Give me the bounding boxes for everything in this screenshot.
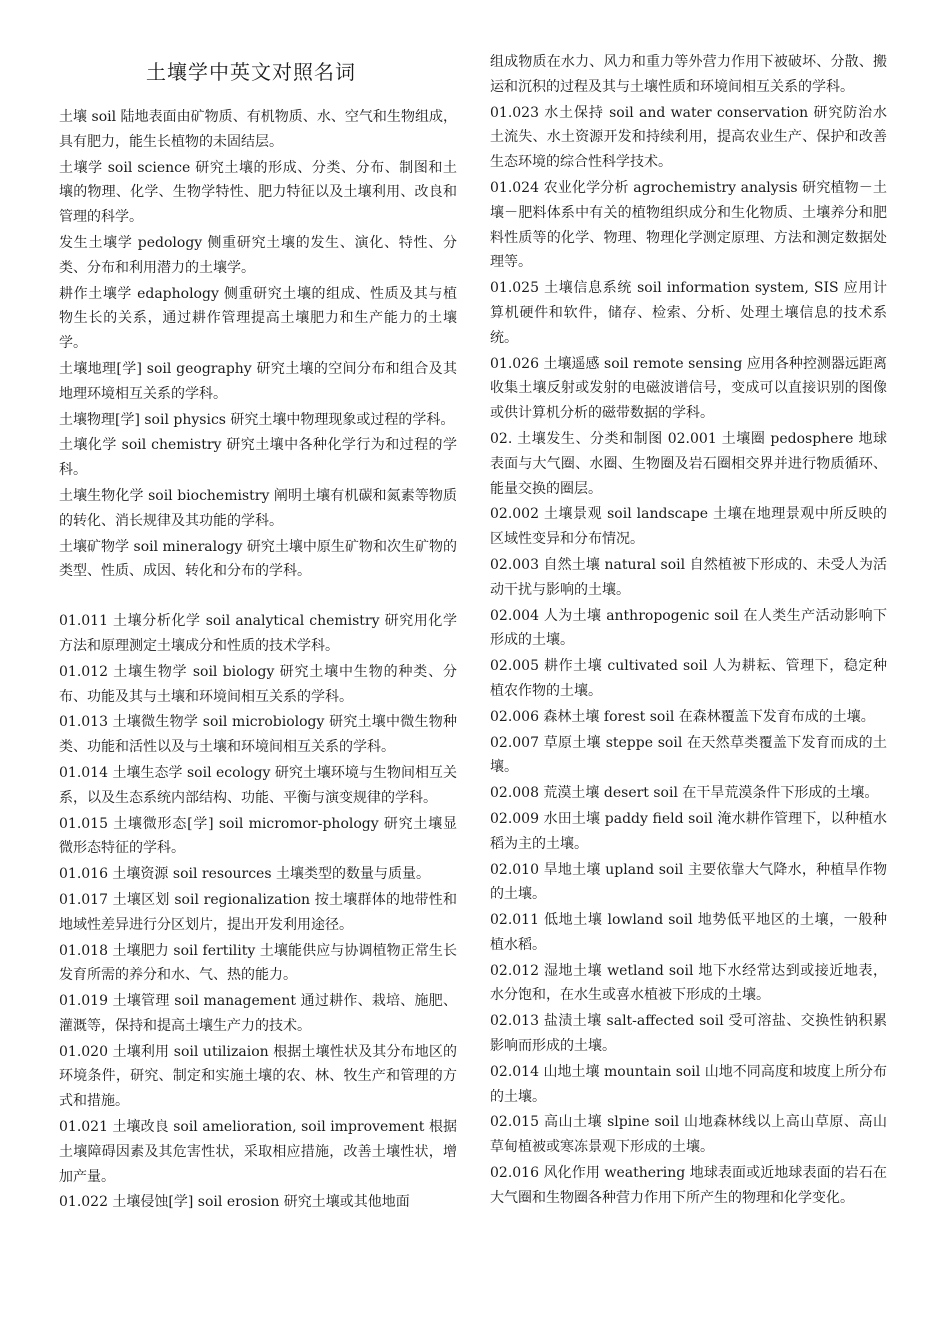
glossary-entry: 01.014 土壤生态学 soil ecology 研究土壤环境与生物间相互关系，以及生态系统内部结构、功能、平衡与演变规律的学科。 bbox=[59, 764, 457, 806]
glossary-entry: 02.004 人为土壤 anthropogenic soil 在人类生产活动影响下形成的土壤。 bbox=[490, 607, 887, 649]
glossary-entry: 01.019 土壤管理 soil management 通过耕作、栽培、施肥、灌溉等，保持和提高土壤生产力的技术。 bbox=[59, 993, 457, 1034]
glossary-entry: 02.013 盐渍土壤 salt-affected soil 受可溶盐、交换性钠积累影响而形成的土壤。 bbox=[490, 1013, 887, 1055]
glossary-entry: 土壤生物化学 soil biochemistry 阐明土壤有机碳和氮素等物质的转化、消长规律及其功能的学科。 bbox=[59, 487, 457, 529]
glossary-entry: 01.025 土壤信息系统 soil information system, SIS 应用计算机硬件和软件，储存、检索、分析、处理土壤信息的技术系统。 bbox=[490, 280, 887, 346]
glossary-entry: 02.009 水田土壤 paddy field soil 淹水耕作管理下，以种植水稻为主的土壤。 bbox=[490, 810, 887, 852]
left-column bbox=[59, 0, 457, 1216]
glossary-entry: 土壤物理[学] soil physics 研究土壤中物理现象或过程的学科。 bbox=[59, 411, 455, 428]
glossary-entry: 02.016 风化作用 weathering 地球表面或近地球表面的岩石在大气圈和生物圈各种营力作用下所产生的物理和化学变化。 bbox=[490, 1165, 887, 1206]
glossary-entry: 02.015 高山土壤 slpine soil 山地森林线以上高山草原、高山草甸植被或寒冻景观下形成的土壤。 bbox=[490, 1114, 887, 1156]
glossary-entry: 01.020 土壤利用 soil utilizaion 根据土壤性状及其分布地区的环境条件，研究、制定和实施土壤的农、林、牧生产和管理的方式和措施。 bbox=[59, 1043, 457, 1110]
right-entries bbox=[490, 50, 887, 1211]
glossary-entry: 02.012 湿地土壤 wetland soil 地下水经常达到或接近地表，水分饱和，在水生或喜水植被下形成的土壤。 bbox=[490, 962, 887, 1004]
glossary-entry: 01.018 土壤肥力 soil fertility 土壤能供应与协调植物正常生长发育所需的养分和水、气、热的能力。 bbox=[59, 942, 457, 984]
glossary-entry: 01.012 土壤生物学 soil biology 研究土壤中生物的种类、分布、功能及其与土壤和环境间相互关系的学科。 bbox=[59, 663, 457, 705]
glossary-entry: 02.006 森林土壤 forest soil 在森林覆盖下发育布成的土壤。 bbox=[490, 708, 875, 725]
glossary-entry: 01.013 土壤微生物学 soil microbiology 研究土壤中微生物种类、功能和活性以及与土壤和环境间相互关系的学科。 bbox=[59, 714, 457, 756]
glossary-entry: 02.011 低地土壤 lowland soil 地势低平地区的土壤，一般种植水稻。 bbox=[490, 912, 887, 953]
glossary-entry: 02.007 草原土壤 steppe soil 在天然草类覆盖下发育而成的土壤。 bbox=[490, 734, 887, 776]
glossary-entry: 土壤学 soil science 研究土壤的形成、分类、分布、制图和土壤的物理、化学、生物学特性、肥力特征以及土壤利用、改良和管理的科学。 bbox=[59, 159, 457, 226]
glossary-entry: 02.014 山地土壤 mountain soil 山地不同高度和坡度上所分布的土壤。 bbox=[490, 1063, 887, 1105]
left-top-entries bbox=[59, 105, 457, 584]
page-title: 土壤学中英文对照名词 bbox=[146, 60, 356, 84]
glossary-entry: 组成物质在水力、风力和重力等外营力作用下被破坏、分散、搬运和沉积的过程及其与土壤性质和环境间相互关系的学科。 bbox=[490, 54, 887, 95]
glossary-entry: 耕作土壤学 edaphology 侧重研究土壤的组成、性质及其与植物生长的关系，通过耕作管理提高土壤肥力和生产能力的土壤学。 bbox=[59, 285, 457, 352]
glossary-entry: 01.021 土壤改良 soil amelioration, soil improvement 根据土壤障碍因素及其危害性状，采取相应措施，改善土壤性状，增加产量。 bbox=[59, 1119, 457, 1185]
glossary-entry: 01.016 土壤资源 soil resources 土壤类型的数量与质量。 bbox=[59, 866, 430, 883]
glossary-entry: 02.002 土壤景观 soil landscape 土壤在地理景观中所反映的区域性变异和分布情况。 bbox=[490, 506, 887, 548]
glossary-entry: 01.017 土壤区划 soil regionalization 按土壤群体的地带性和地域性差异进行分区划片，提出开发利用途径。 bbox=[59, 891, 457, 933]
glossary-entry: 02.003 自然土壤 natural soil 自然植被下形成的、未受人为活动干扰与影响的土壤。 bbox=[490, 556, 887, 598]
glossary-entry: 01.026 土壤遥感 soil remote sensing 应用各种控测器远距离收集土壤反射或发射的电磁波谱信号，变成可以直接识别的图像或供计算机分析的磁带数据的学科。 bbox=[490, 355, 887, 422]
glossary-entry: 01.023 水土保持 soil and water conservation 研究防治水土流失、水土资源开发和持续利用，提高农业生产、保护和改善生态环境的综合性科学技术。 bbox=[490, 104, 887, 171]
glossary-entry: 01.022 土壤侵蚀[学] soil erosion 研究土壤或其他地面 bbox=[59, 1194, 410, 1211]
glossary-entry: 02.005 耕作土壤 cultivated soil 人为耕耘、管理下，稳定种植农作物的土壤。 bbox=[490, 658, 887, 699]
glossary-entry: 02.008 荒漠土壤 desert soil 在干旱荒漠条件下形成的土壤。 bbox=[490, 785, 879, 802]
glossary-entry: 02.010 旱地土壤 upland soil 主要依靠大气降水，种植旱作物的土壤。 bbox=[490, 861, 887, 903]
glossary-entry: 01.011 土壤分析化学 soil analytical chemistry 研究用化学方法和原理测定土壤成分和性质的技术学科。 bbox=[59, 613, 457, 654]
left-bottom-entries bbox=[59, 609, 457, 1215]
glossary-entry: 土壤矿物学 soil mineralogy 研究土壤中原生矿物和次生矿物的类型、性质、成因、转化和分布的学科。 bbox=[59, 538, 457, 580]
glossary-entry: 02. 土壤发生、分类和制图 02.001 土壤圈 pedosphere 地球表面与大气圈、水圈、生物圈及岩石圈相交界并进行物质循环、能量交换的圈层。 bbox=[490, 430, 887, 497]
glossary-entry: 01.015 土壤微形态[学] soil micromor-phology 研究土壤显微形态特征的学科。 bbox=[59, 815, 457, 857]
glossary-entry: 01.024 农业化学分析 agrochemistry analysis 研究植物－土壤－肥料体系中有关的植物组织成分和生化物质、土壤养分和肥料性质等的化学、物理、物理化学测定原理、方法和测定数据处理等。 bbox=[490, 179, 887, 271]
glossary-entry: 土壤化学 soil chemistry 研究土壤中各种化学行为和过程的学科。 bbox=[59, 437, 457, 479]
glossary-entry: 土壤地理[学] soil geography 研究土壤的空间分布和组合及其地理环境相互关系的学科。 bbox=[59, 360, 457, 402]
section-gap bbox=[59, 585, 457, 609]
glossary-entry: 土壤 soil 陆地表面由矿物质、有机物质、水、空气和生物组成，具有肥力，能生长植物的未固结层。 bbox=[59, 109, 457, 150]
glossary-entry: 发生土壤学 pedology 侧重研究土壤的发生、演化、特性、分类、分布和利用潜力的土壤学。 bbox=[59, 234, 457, 276]
right-column bbox=[490, 0, 887, 1212]
